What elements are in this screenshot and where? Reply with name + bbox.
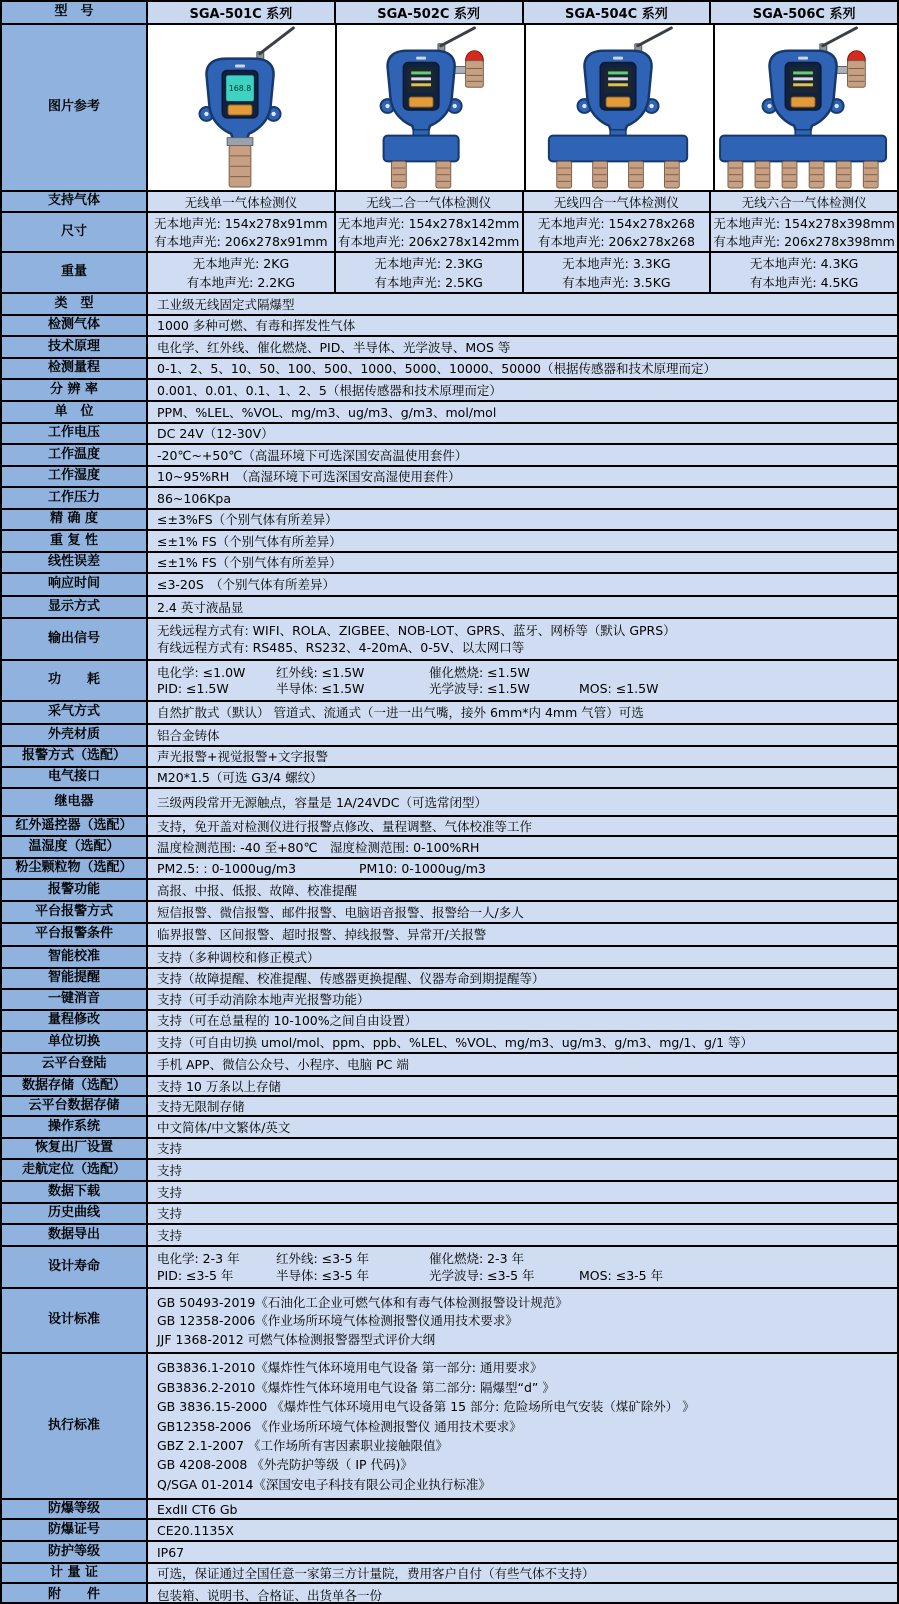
- row-label: 报警方式（选配）: [2, 747, 148, 766]
- row-value-line: GB 12358-2006《作业场所环境气体检测报警仪通用技术要求》: [157, 1313, 518, 1328]
- header-model-sga-501c: SGA-501C 系列: [148, 2, 336, 23]
- row-value: [148, 702, 897, 723]
- row-value: [148, 1542, 897, 1562]
- row-value-text: 支持无限制存储: [157, 1098, 245, 1114]
- model-value: 无线四合一气体检测仪: [524, 192, 712, 211]
- row-value-text: M20*1.5（可选 G3/4 螺纹）: [157, 770, 323, 785]
- spec-row: [2, 213, 897, 253]
- row-value: [148, 1160, 897, 1180]
- row-value-line: 有线远程方式有: RS485、RS232、4-20mA、0-5V、以太网口等: [157, 640, 525, 655]
- row-value-text: 支持，免开盖对检测仪进行报警点修改、量程调整、气体校准等工作: [157, 818, 533, 834]
- row-value-text: 支持: [157, 1227, 183, 1243]
- row-value-text: DC 24V（12-30V）: [157, 426, 274, 441]
- row-value: [148, 510, 897, 529]
- spec-row: [2, 990, 897, 1011]
- row-value: [148, 1011, 897, 1030]
- row-label: 尺寸: [2, 213, 148, 251]
- model-value-line: 无本地声光: 154x278x398mm: [713, 215, 895, 231]
- spec-row: [2, 380, 897, 402]
- spec-row: [2, 817, 897, 837]
- row-value: [148, 947, 897, 967]
- row-value-item: 半导体: ≤3-5 年: [276, 1268, 370, 1283]
- row-value: [148, 380, 897, 400]
- model-value: [336, 253, 524, 292]
- row-value: [148, 467, 897, 486]
- spec-row: [2, 316, 897, 337]
- spec-row: [2, 1160, 897, 1182]
- spec-row: [2, 924, 897, 947]
- row-value-item: PID: ≤1.5W: [157, 681, 229, 697]
- spec-row: [2, 880, 897, 902]
- header-model-label: 型 号: [2, 2, 148, 23]
- row-value-text: 支持（可自由切换 umol/mol、ppm、ppb、%LEL、%VOL、mg/m3、ug/m3、g/m3、mg/1、g/1 等）: [157, 1034, 754, 1050]
- spec-row: [2, 467, 897, 488]
- row-value-text: 临界报警、区间报警、超时报警、掉线报警、异常开/关报警: [157, 927, 487, 942]
- row-label: 报警功能: [2, 880, 148, 900]
- row-value-text: 支持（可在总量程的 10-100%之间自由设置）: [157, 1013, 418, 1028]
- row-model-values: [148, 192, 897, 211]
- row-value-line: Q/SGA 01-2014《深国安电子科技有限公司企业执行标准》: [157, 1476, 491, 1492]
- spec-row: [2, 619, 897, 661]
- row-value-text: 86~106Kpa: [157, 490, 232, 506]
- row-value-item: 光学波导: ≤3-5 年: [429, 1268, 535, 1283]
- model-value-line: 有本地声光: 2.2KG: [186, 275, 296, 290]
- row-label: 分 辨 率: [2, 380, 148, 400]
- model-value: [336, 213, 524, 251]
- row-label: 红外遥控器（选配）: [2, 817, 148, 835]
- spec-row: [2, 747, 897, 768]
- spec-row: [2, 1225, 897, 1247]
- spec-row: [2, 1077, 897, 1097]
- header-model-sga-502c: SGA-502C 系列: [336, 2, 524, 23]
- spec-row: [2, 789, 897, 817]
- row-value-text: 高报、中报、低报、故障、校准提醒: [157, 882, 358, 898]
- row-value: [148, 768, 897, 787]
- row-label: 数据下载: [2, 1182, 148, 1202]
- spec-row: [2, 445, 897, 467]
- row-value-text: ≤±3%FS（个别气体有所差异）: [157, 512, 338, 527]
- row-label: 设计寿命: [2, 1247, 148, 1287]
- row-label: 历史曲线: [2, 1204, 148, 1223]
- row-label: 走航定位（选配）: [2, 1160, 148, 1180]
- spec-row: [2, 768, 897, 789]
- header-model-sga-506c: SGA-506C 系列: [711, 2, 897, 23]
- row-value-text: 支持（可手动消除本地声光报警功能）: [157, 992, 370, 1007]
- row-label: 恢复出厂设置: [2, 1139, 148, 1158]
- row-value: [148, 597, 897, 617]
- gas-detector-icon: [148, 25, 335, 190]
- row-label: 执行标准: [2, 1354, 148, 1498]
- row-label: 量程修改: [2, 1011, 148, 1030]
- product-image-sga-504c: [526, 25, 715, 190]
- row-value: [148, 445, 897, 465]
- row-label: 计 量 证: [2, 1564, 148, 1582]
- row-value-item: MOS: ≤3-5 年: [579, 1268, 664, 1283]
- row-value: [148, 1077, 897, 1095]
- row-value: [148, 1500, 897, 1518]
- row-label: 设计标准: [2, 1289, 148, 1352]
- row-value-text: 支持: [157, 1162, 183, 1178]
- row-value: [148, 1182, 897, 1202]
- row-value: [148, 359, 897, 378]
- row-value-text: 可选，保证通过全国任意一家第三方计量院，费用客户自付（有些气体不支持）: [157, 1565, 595, 1581]
- row-label: 输出信号: [2, 619, 148, 659]
- row-label: 采气方式: [2, 702, 148, 723]
- row-value: [148, 1204, 897, 1223]
- product-image-sga-502c: [337, 25, 526, 190]
- row-value: [148, 1225, 897, 1245]
- row-value-text: 手机 APP、微信公众号、小程序、电脑 PC 端: [157, 1057, 409, 1072]
- row-value-text: -20℃~+50℃（高温环境下可选深国安高温使用套件）: [157, 447, 468, 463]
- model-value: [524, 213, 712, 251]
- spec-row: [2, 1139, 897, 1160]
- row-label: 线性误差: [2, 553, 148, 572]
- row-value: [148, 969, 897, 988]
- row-value-text: PPM、%LEL、%VOL、mg/m3、ug/m3、g/m3、mol/mol: [157, 404, 497, 420]
- image-reference-row: [2, 25, 897, 192]
- product-image-sga-501c: [148, 25, 337, 190]
- row-value-text: 2.4 英寸液晶显: [157, 599, 244, 615]
- header-model-sga-504c: SGA-504C 系列: [524, 2, 712, 23]
- row-label: 单位切换: [2, 1032, 148, 1052]
- model-value-line: 无本地声光: 154x278x142mm: [337, 215, 520, 231]
- spec-row: [2, 337, 897, 359]
- row-value: [148, 574, 897, 595]
- row-value-text: IP67: [157, 1544, 185, 1560]
- row-label: 工作温度: [2, 445, 148, 465]
- spec-row: [2, 837, 897, 859]
- row-value-text: 10~95%RH （高湿环境下可选深国安高湿使用套件）: [157, 469, 461, 484]
- spec-row: [2, 359, 897, 380]
- row-label: 电气接口: [2, 768, 148, 787]
- row-value-item: 半导体: ≤1.5W: [276, 681, 365, 697]
- row-label: 智能校准: [2, 947, 148, 967]
- model-value-line: 无本地声光: 154x278x91mm: [154, 215, 328, 231]
- row-model-values: [148, 213, 897, 251]
- spec-row: [2, 1097, 897, 1117]
- row-value-line: 无线远程方式有: WIFI、ROLA、ZIGBEE、NOB-LOT、GPRS、蓝牙、网桥等（默认 GPRS）: [157, 623, 676, 638]
- row-value-line: JJF 1368-2012 可燃气体检测报警器型式评价大纲: [157, 1331, 436, 1347]
- row-value-text: 包装箱、说明书、合格证、出货单各一份: [157, 1587, 383, 1603]
- model-value: [711, 213, 897, 251]
- row-value: [148, 747, 897, 766]
- spec-row: [2, 1520, 897, 1542]
- spec-row: [2, 510, 897, 531]
- spec-row: [2, 597, 897, 619]
- gas-detector-icon: [337, 25, 524, 190]
- product-images: [148, 25, 897, 190]
- model-value-line: 有本地声光: 3.5KG: [562, 275, 671, 290]
- row-value-item: MOS: ≤1.5W: [579, 681, 659, 697]
- row-value: [148, 1032, 897, 1052]
- row-value-text: 支持（多种调校和修正模式）: [157, 949, 320, 965]
- row-label: 工作电压: [2, 424, 148, 443]
- model-value-line: 有本地声光: 206x278x91mm: [154, 234, 328, 250]
- row-label: 类 型: [2, 294, 148, 314]
- spec-row: [2, 531, 897, 553]
- row-value: [148, 553, 897, 572]
- row-value-item: PM2.5: : 0-1000ug/m3: [157, 861, 297, 876]
- row-label: 防护等级: [2, 1542, 148, 1562]
- image-row-label: 图片参考: [2, 25, 148, 190]
- model-value-line: 有本地声光: 206x278x398mm: [713, 234, 895, 250]
- model-value-line: 有本地声光: 206x278x268: [537, 234, 695, 250]
- row-value: [148, 1289, 897, 1352]
- gas-detector-icon: [715, 25, 897, 190]
- row-label: 功 耗: [2, 661, 148, 700]
- row-value: [148, 1247, 897, 1287]
- model-value-line: 有本地声光: 2.5KG: [374, 275, 483, 290]
- spec-row: [2, 1584, 897, 1604]
- row-value: [148, 902, 897, 922]
- model-value: [148, 213, 336, 251]
- row-value-text: ExdII CT6 Gb: [157, 1501, 238, 1517]
- row-label: 数据导出: [2, 1225, 148, 1245]
- model-value: [148, 253, 336, 292]
- row-value: [148, 661, 897, 700]
- row-value-line: GBZ 2.1-2007 《工作场所有害因素职业接触限值》: [157, 1437, 448, 1453]
- spec-row: [2, 294, 897, 316]
- row-value-item: 红外线: ≤3-5 年: [276, 1251, 370, 1266]
- spec-row: [2, 574, 897, 597]
- row-value-text: 电化学、红外线、催化燃烧、PID、半导体、光学波导、MOS 等: [157, 339, 511, 355]
- row-label: 温湿度（选配）: [2, 837, 148, 857]
- row-value: [148, 924, 897, 945]
- spec-row: [2, 192, 897, 213]
- row-model-values: [148, 253, 897, 292]
- row-value: [148, 531, 897, 551]
- row-value-text: 支持: [157, 1184, 183, 1200]
- row-value-item: 红外线: ≤1.5W: [276, 664, 365, 680]
- model-value-line: 有本地声光: 206x278x142mm: [337, 234, 520, 250]
- model-value: 无线二合一气体检测仪: [336, 192, 524, 211]
- row-value-item: PID: ≤3-5 年: [157, 1268, 234, 1283]
- model-value: 无线六合一气体检测仪: [711, 192, 897, 211]
- row-label: 防爆证号: [2, 1520, 148, 1540]
- row-label: 云平台数据存储: [2, 1097, 148, 1115]
- row-value-line: [157, 861, 893, 876]
- spec-row: [2, 553, 897, 574]
- spec-row: [2, 1182, 897, 1204]
- row-value-line: [157, 1268, 893, 1283]
- row-value: [148, 990, 897, 1009]
- row-label: 粉尘颗粒物（选配）: [2, 859, 148, 878]
- product-image-sga-506c: [715, 25, 897, 190]
- row-label: 响应时间: [2, 574, 148, 595]
- spec-row: [2, 1247, 897, 1289]
- row-value-line: [157, 681, 893, 696]
- spec-rows: [2, 192, 897, 1604]
- row-label: 技术原理: [2, 337, 148, 357]
- model-value: [524, 253, 712, 292]
- row-value: [148, 1520, 897, 1540]
- spec-row: [2, 902, 897, 924]
- row-value: [148, 337, 897, 357]
- model-value-line: 无本地声光: 2.3KG: [374, 256, 483, 271]
- row-value: [148, 817, 897, 835]
- row-label: 智能提醒: [2, 969, 148, 988]
- row-label: 平台报警条件: [2, 924, 148, 945]
- row-value: [148, 789, 897, 815]
- row-value-text: CE20.1135X: [157, 1522, 234, 1538]
- header-row: [2, 2, 897, 25]
- row-value-text: 温度检测范围: -40 至+80℃ 湿度检测范围: 0-100%RH: [157, 839, 480, 855]
- spec-row: [2, 1011, 897, 1032]
- row-value-text: 自然扩散式（默认） 管道式、流通式（一进一出气嘴，接外 6mm*内 4mm 气管）可选: [157, 705, 644, 720]
- row-label: 平台报警方式: [2, 902, 148, 922]
- row-value-text: 声光报警+视觉报警+文字报警: [157, 749, 328, 764]
- header-model-cells: [148, 2, 897, 23]
- row-value-line: GB12358-2006 《作业场所环境气体检测报警仪 通用技术要求》: [157, 1418, 522, 1434]
- spec-row: [2, 1289, 897, 1354]
- row-value-text: 支持: [157, 1141, 183, 1156]
- row-value-text: 铝合金铸体: [157, 727, 220, 743]
- row-value: [148, 880, 897, 900]
- spec-row: [2, 725, 897, 747]
- model-value: 无线单一气体检测仪: [148, 192, 336, 211]
- row-label: 操作系统: [2, 1117, 148, 1137]
- row-value-text: ≤±1% FS（个别气体有所差异）: [157, 555, 342, 570]
- model-value-line: 无本地声光: 4.3KG: [749, 256, 859, 271]
- row-value: [148, 1139, 897, 1158]
- row-value: [148, 488, 897, 508]
- row-value: [148, 725, 897, 745]
- spec-row: [2, 1354, 897, 1500]
- row-label: 重量: [2, 253, 148, 292]
- model-value-line: 有本地声光: 4.5KG: [749, 275, 859, 290]
- row-value-item: 催化燃烧: ≤1.5W: [429, 664, 530, 680]
- row-value-line: GB 3836.15-2000 《爆炸性气体环境用电气设备第 15 部分: 危险场所电气安装（煤矿除外） 》: [157, 1399, 695, 1415]
- spec-row: [2, 661, 897, 702]
- spec-row: [2, 1117, 897, 1139]
- gas-detector-icon: [526, 25, 713, 190]
- row-value: [148, 1054, 897, 1075]
- row-value-text: 1000 多种可燃、有毒和挥发性气体: [157, 318, 356, 333]
- model-value-line: 无本地声光: 3.3KG: [562, 256, 671, 271]
- spec-row: [2, 947, 897, 969]
- row-label: 工作湿度: [2, 467, 148, 486]
- row-value-item: 光学波导: ≤1.5W: [429, 681, 530, 697]
- row-label: 检测量程: [2, 359, 148, 378]
- row-value: [148, 1564, 897, 1582]
- row-value-text: 支持（故障提醒、校准提醒、传感器更换提醒、仪器寿命到期提醒等）: [157, 971, 545, 986]
- row-label: 工作压力: [2, 488, 148, 508]
- spec-row: [2, 488, 897, 510]
- row-value: [148, 1097, 897, 1115]
- model-value-line: 无本地声光: 154x278x268: [537, 215, 695, 231]
- row-label: 云平台登陆: [2, 1054, 148, 1075]
- row-label: 防爆等级: [2, 1500, 148, 1518]
- row-value: [148, 1584, 897, 1604]
- row-value-item: 电化学: ≤1.0W: [157, 664, 246, 680]
- row-label: 外壳材质: [2, 725, 148, 745]
- row-label: 单 位: [2, 402, 148, 422]
- row-label: 一键消音: [2, 990, 148, 1009]
- row-value-line: GB3836.1-2010《爆炸性气体环境用电气设备 第一部分: 通用要求》: [157, 1360, 543, 1376]
- row-value-item: 催化燃烧: 2-3 年: [429, 1251, 525, 1266]
- row-label: 附 件: [2, 1584, 148, 1604]
- spec-row: [2, 1054, 897, 1077]
- row-value-text: 0-1、2、5、10、50、100、500、1000、5000、10000、50000（根据传感器和技术原理而定）: [157, 361, 717, 376]
- row-value-text: 0.001、0.01、0.1、1、2、5（根据传感器和技术原理而定）: [157, 382, 502, 398]
- row-value-text: 中文简体/中文繁体/英文: [157, 1119, 291, 1135]
- row-value: [148, 402, 897, 422]
- spec-row: [2, 1564, 897, 1584]
- spec-row: [2, 402, 897, 424]
- row-value: [148, 619, 897, 659]
- row-value-text: 工业级无线固定式隔爆型: [157, 296, 295, 312]
- spec-row: [2, 702, 897, 725]
- model-value: [711, 253, 897, 292]
- row-value-line: [157, 665, 893, 680]
- row-label: 数据存储（选配）: [2, 1077, 148, 1095]
- row-value-text: 支持 10 万条以上存储: [157, 1078, 281, 1094]
- row-label: 重 复 性: [2, 531, 148, 551]
- row-value-text: 三级两段常开无源触点，容量是 1A/24VDC（可选常闭型）: [157, 794, 487, 810]
- row-value: [148, 859, 897, 878]
- spec-row: [2, 253, 897, 294]
- row-value: [148, 316, 897, 335]
- svg-text:168.8: 168.8: [228, 84, 252, 94]
- row-value: [148, 1117, 897, 1137]
- row-value-text: ≤3-20S （个别气体有所差异）: [157, 577, 336, 592]
- row-label: 支持气体: [2, 192, 148, 211]
- row-value-text: 支持: [157, 1206, 183, 1221]
- spec-row: [2, 424, 897, 445]
- row-value-item: PM10: 0-1000ug/m3: [359, 861, 486, 876]
- spec-row: [2, 1032, 897, 1054]
- row-value-line: GB 4208-2008 《外壳防护等级（ IP 代码)》: [157, 1457, 413, 1473]
- spec-row: [2, 859, 897, 880]
- row-value: [148, 294, 897, 314]
- row-value: [148, 837, 897, 857]
- spec-row: [2, 1204, 897, 1225]
- row-label: 精 确 度: [2, 510, 148, 529]
- spec-row: [2, 1500, 897, 1520]
- spec-row: [2, 969, 897, 990]
- row-value-text: ≤±1% FS（个别气体有所差异）: [157, 533, 342, 549]
- model-value-line: 无本地声光: 2KG: [192, 256, 290, 271]
- row-label: 显示方式: [2, 597, 148, 617]
- row-value-line: GB 50493-2019《石油化工企业可燃气体和有毒气体检测报警设计规范》: [157, 1294, 568, 1310]
- row-value-line: [157, 1251, 893, 1266]
- row-value: [148, 1354, 897, 1498]
- row-value-item: 电化学: 2-3 年: [157, 1251, 240, 1266]
- row-label: 检测气体: [2, 316, 148, 335]
- spec-row: [2, 1542, 897, 1564]
- row-value-text: 短信报警、微信报警、邮件报警、电脑语音报警、报警给一人/多人: [157, 904, 524, 920]
- row-value: [148, 424, 897, 443]
- row-value-line: GB3836.2-2010《爆炸性气体环境用电气设备 第二部分: 隔爆型“d” 》: [157, 1379, 555, 1395]
- row-label: 继电器: [2, 789, 148, 815]
